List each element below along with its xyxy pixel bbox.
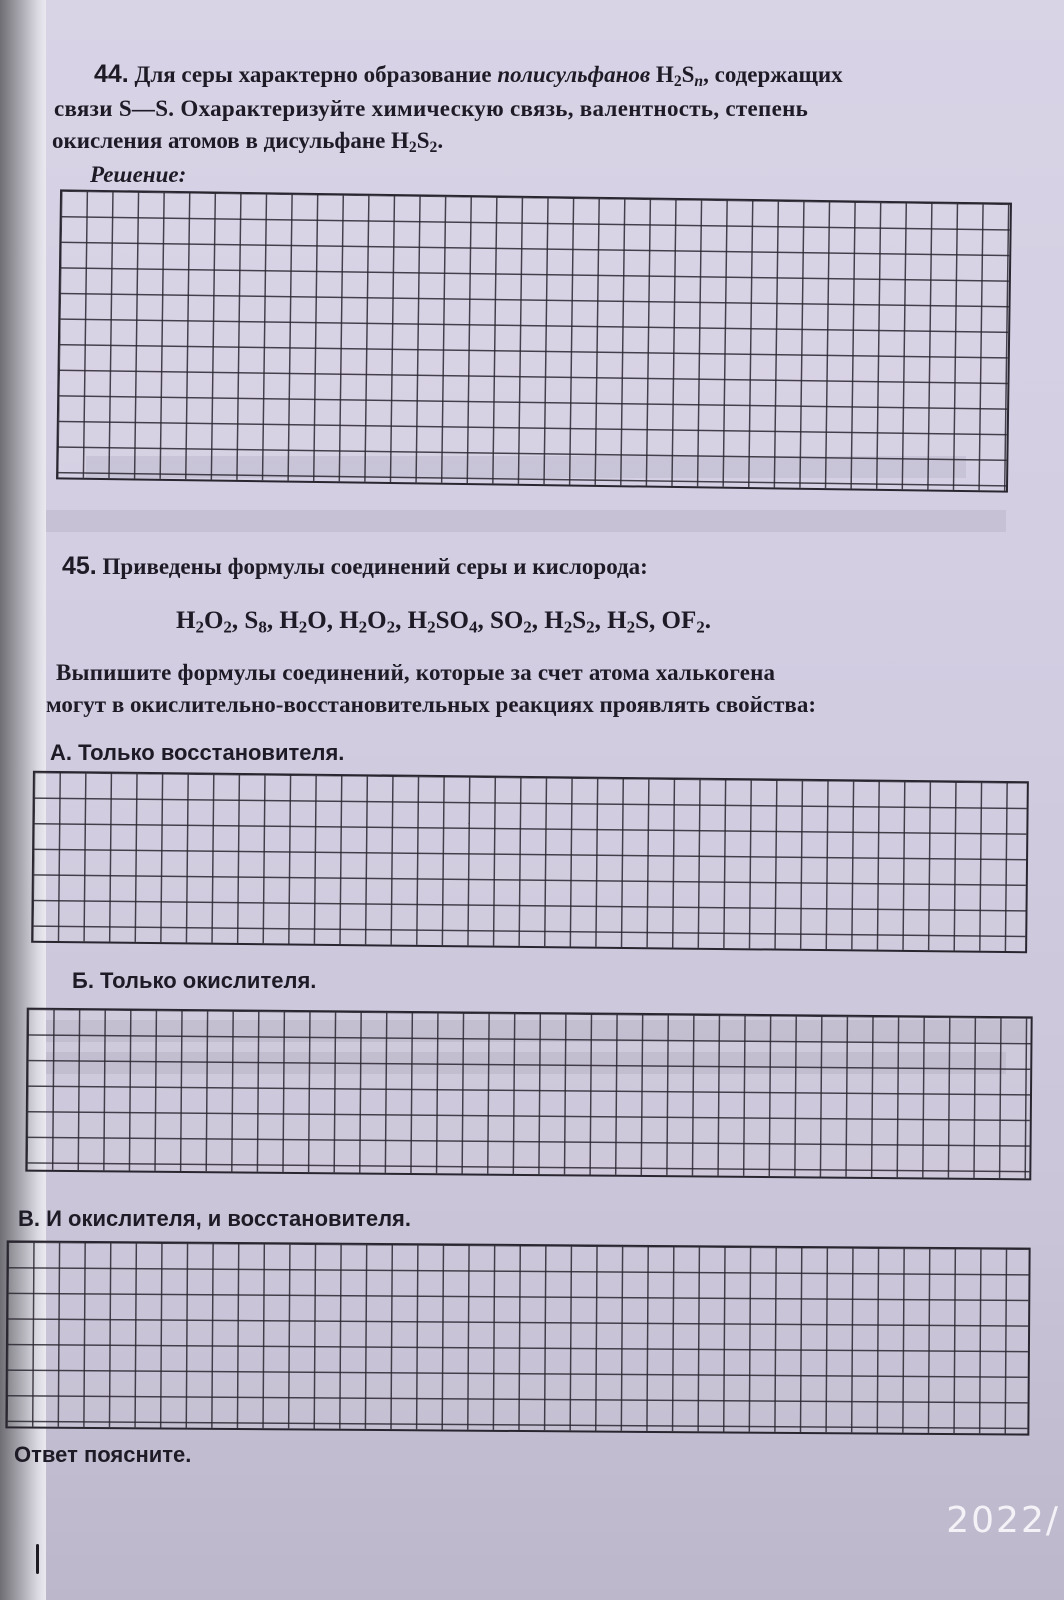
problem-44-text: окисления атомов в дисульфане H xyxy=(52,128,409,153)
problem-44-text: , содержащих xyxy=(703,62,843,87)
formula-separator: , xyxy=(594,607,608,634)
formula-part: S xyxy=(416,128,430,153)
formula-part: O xyxy=(203,607,224,634)
problem-44-line-1 xyxy=(94,60,843,89)
formula-subscript: 2 xyxy=(673,72,682,90)
formula-part: H xyxy=(279,607,299,634)
problem-45-title-line xyxy=(62,552,648,581)
option-a-label: А. Только восстановителя. xyxy=(50,740,345,765)
problem-44-number: 44. xyxy=(94,60,129,88)
photo-date-stamp: 2022/ xyxy=(946,1500,1060,1541)
formula-subscript: 2 xyxy=(696,617,705,637)
formula-subscript: 2 xyxy=(523,617,532,637)
solution-label: Решение: xyxy=(90,162,187,187)
formula-subscript: 8 xyxy=(258,617,267,637)
formula-part: H xyxy=(407,607,428,634)
answer-grid-b[interactable] xyxy=(25,1008,1032,1181)
formula-separator: , xyxy=(326,607,340,634)
problem-44-term: полисульфанов xyxy=(497,62,651,87)
formula-subscript: 2 xyxy=(429,138,438,156)
problem-45-number: 45. xyxy=(62,552,97,580)
option-v-label: В. И окислителя, и восстановителя. xyxy=(18,1206,412,1231)
formula-separator: , xyxy=(649,607,662,634)
answer-grid-a[interactable] xyxy=(31,771,1029,953)
formula-separator: , xyxy=(531,607,545,634)
formula-subscript: 2 xyxy=(408,138,417,156)
formula-part: H xyxy=(339,607,359,634)
solution-grid[interactable] xyxy=(56,189,1012,492)
problem-44-line-3 xyxy=(52,126,443,155)
problem-44-text: Для серы характерно образование xyxy=(134,62,498,87)
formula-part: O xyxy=(307,607,327,634)
formula-separator: , xyxy=(231,607,245,634)
formula-part: H xyxy=(544,607,564,634)
formula-part: S xyxy=(572,607,587,634)
problem-44-text: . xyxy=(437,128,444,153)
formula-subscript: 2 xyxy=(298,617,308,637)
formula-subscript: 2 xyxy=(358,617,368,637)
chemical-formula xyxy=(544,607,608,637)
formula-subscript: 2 xyxy=(626,617,636,637)
formula-separator: . xyxy=(704,607,711,634)
formula-part: H xyxy=(650,62,674,87)
formula-subscript: 2 xyxy=(427,617,436,637)
chemical-formula xyxy=(407,607,490,637)
formula-subscript: 4 xyxy=(468,617,478,637)
formula-subscript: 2 xyxy=(563,617,573,637)
workbook-page xyxy=(14,0,1064,1600)
formula-part: H xyxy=(607,607,627,634)
formula-separator: , xyxy=(395,607,408,634)
formula-part: H xyxy=(176,607,196,634)
formula-subscript: 2 xyxy=(386,617,396,637)
chemical-formula xyxy=(176,607,245,637)
option-b-label: Б. Только окислителя. xyxy=(72,968,317,993)
formula-part: SO xyxy=(489,607,524,634)
formula-part: O xyxy=(367,607,387,634)
formula-subscript: 2 xyxy=(586,617,595,637)
formula-separator: , xyxy=(266,607,280,634)
formula-part: OF xyxy=(661,607,697,634)
bleed-through xyxy=(46,510,1006,532)
answer-grid-v[interactable] xyxy=(5,1240,1030,1435)
formula-subscript: 2 xyxy=(223,617,232,637)
formula-part: SO xyxy=(435,607,469,634)
formula-subscript: 2 xyxy=(195,617,204,637)
chemical-formula xyxy=(244,607,280,637)
task-line-1: Выпишите формулы соединений, которые за счет атома халькогена xyxy=(56,660,776,685)
problem-45-title: Приведены формулы соединений серы и кислорода: xyxy=(102,554,648,579)
formula-subscript: n xyxy=(694,72,704,90)
task-line-2: могут в окислительно-восстановительных реакциях проявлять свойства: xyxy=(46,692,817,717)
formula-part: S xyxy=(681,62,695,87)
chemical-formula xyxy=(607,607,662,637)
formula-separator: , xyxy=(477,607,490,634)
formula-part: S xyxy=(244,607,259,634)
chemical-formula xyxy=(279,607,340,637)
pen-mark xyxy=(36,1544,39,1574)
problem-44-line-2: связи S—S. Охарактеризуйте химическую связь, валентность, степень xyxy=(54,96,809,121)
explain-note: Ответ поясните. xyxy=(14,1442,192,1467)
formula-part: S xyxy=(635,607,650,634)
chemical-formula xyxy=(339,607,408,637)
chemical-formula xyxy=(489,607,545,637)
chemical-formula xyxy=(661,607,711,637)
formula-list xyxy=(176,606,711,635)
